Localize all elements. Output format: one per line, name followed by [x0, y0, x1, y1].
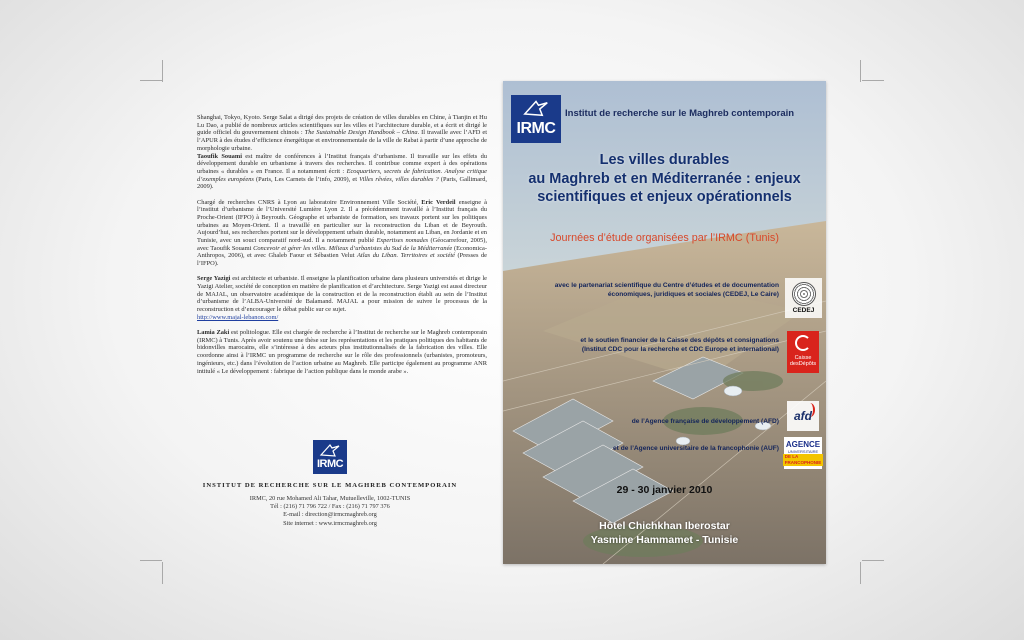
auf-logo-line: UNIVERSITAIRE [787, 448, 819, 454]
publication-title: Ecoquartiers, secrets de fabrication. Analyse critique d’exemples européens [197, 167, 487, 183]
cover-subtitle: Journées d’étude organisées par l’IRMC (Tunis) [550, 232, 779, 244]
publication-title: Concevoir et gérer les villes. Milieux d’urbanistes du Sud de la Méditerranée [253, 244, 453, 252]
partner-cdc-text [509, 337, 779, 354]
cedej-seal-icon [792, 282, 816, 306]
title-line: scientifiques et enjeux opérationnels [537, 189, 792, 205]
cdc-logo-line: desDépôts [789, 361, 817, 367]
bio-text-segment: enseigne à l’institut d’urbanisme de l’Université Lumière Lyon 2. Il a précédemment travaillé à l’Institut français du Proche-Orient (IFPO) à Beyrouth. Géographe et urbaniste de formation, ses travaux portent sur les politiques urbaines au Moyen-Orient. Il a travaillé en particulier sur la reconstruction du Liban et de Beyrouth. Aujourd’hui, ses recherches portent sur le développement urbain durable, notamment au Liban, en Jordanie et en Tunisie, avec un souci comparatif nord-sud. Il a notamment publié [197, 198, 487, 245]
bio-paragraph [197, 199, 487, 268]
bio-paragraph [197, 275, 487, 321]
majal-link[interactable]: http://www.majal-lebanon.com/ [197, 313, 279, 321]
crop-mark [860, 60, 861, 82]
partner-line: avec le partenariat scientifique du Centre d’études et de documentation [554, 282, 779, 289]
cedej-logo [785, 278, 822, 318]
bio-text-segment: (Paris, Les Carnets de l’info, 2009), et [253, 175, 360, 183]
auf-logo [784, 437, 822, 469]
publication-title: The Sustainable Design Handbook – China [304, 129, 418, 137]
crop-mark [862, 80, 884, 81]
venue-line: Yasmine Hammamet - Tunisie [590, 534, 739, 546]
bio-text-segment: est maître de conférences à l’Institut français d’urbanisme. Il travaille sur les effets du développement durable en urbanisme à travers des recherches. Il contribue comme expert à des opérations urbaines « durables » en France. Il a notamment écrit : [197, 152, 487, 175]
partner-line: (Institut CDC pour la recherche et CDC Europe et international) [581, 345, 779, 353]
bio-paragraph [197, 114, 487, 191]
speaker-name: Serge Yazigi [197, 275, 231, 283]
cedej-logo-text: CEDEJ [792, 307, 815, 314]
auf-logo-line: AGENCE [785, 439, 821, 449]
bio-text-segment: (Géocarrefour, 2005), avec Taoufik Souami [197, 237, 487, 252]
bio-text-segment: Chargé de recherches CNRS à Lyon au laboratoire Environnement Ville Société, [197, 198, 422, 206]
bio-text-segment: est architecte et urbaniste. Il enseigne la planification urbaine dans plusieurs universités et dirige le Yazigi Atelier, société de conception en matière de planification et d’architecture. Serge Yazigi est aussi directeur de MAJAL, un observatoire académique de la construction et de la reconstruction établi au sein de l’Institut d’urbanisme de l’ALBA-Université de Balamand. MAJAL a pour mission de suivre le processus de la reconstruction et d’encourager le débat public sur ce sujet. [197, 275, 487, 314]
cdc-logo [787, 331, 819, 373]
bio-text-segment: est politologue. Elle est chargée de recherche à l’Institut de recherche sur le Maghreb contemporain (IRMC) à Tunis. Après avoir soutenu une thèse sur les représentations et les pratiques politiques des habitants de bidonvilles marocains, elle s’intéresse à des acteurs plus institutionnalisés de la fabrication des villes. Elle coordonne ainsi à l’IRMC un programme de recherche sur le rôle des professionnels (urbanistes, promoteurs, ingénieurs, etc.) dans l’évolution de l’action urbaine au Maghreb. Elle participe également au programme ANR intitulé « Le développement : fabrique de l’action publique dans le monde arabe ». [197, 329, 487, 375]
cdc-swirl-icon [795, 335, 811, 351]
institute-name: INSTITUT DE RECHERCHE SUR LE MAGHREB CONTEMPORAIN [202, 482, 458, 489]
afd-logo [787, 401, 819, 431]
crop-mark [162, 60, 163, 82]
speaker-name: Lamia Zaki [197, 329, 230, 337]
irmc-logo [313, 440, 347, 474]
speaker-bios [197, 114, 487, 383]
crop-mark [860, 562, 861, 584]
speaker-name: Taoufik Souami [197, 152, 242, 160]
event-dates: 29 - 30 janvier 2010 [616, 484, 713, 496]
partner-line: économiques, juridiques et sociales (CEDEJ, Le Caire) [607, 290, 779, 298]
contact-block [160, 495, 500, 528]
crop-mark [862, 560, 884, 561]
address-line: IRMC, 20 rue Mohamed Ali Tahar, Mutuelleville, 1002-TUNIS [249, 495, 411, 502]
cover-title [503, 151, 826, 207]
phone-line: Tél : (216) 71 796 722 / Fax : (216) 71 797 376 [270, 503, 390, 511]
irmc-bird-icon [520, 99, 552, 119]
bio-text-segment: . Il travaille avec l’AFD et l’APUR à des études d’efficience énergétique et environnementale de la ville de Rabat à partir d’une approche de morphologie urbaine. [197, 129, 487, 152]
cdc-logo-text [790, 355, 816, 367]
crop-mark [140, 80, 162, 81]
crop-mark [162, 562, 163, 584]
crop-mark [140, 560, 162, 561]
irmc-bird-icon [318, 443, 342, 459]
back-page [160, 90, 490, 560]
event-venue [503, 519, 826, 547]
partner-line: et le soutien financier de la Caisse des dépôts et consignations [580, 337, 779, 344]
publication-title: Expertises nomades [376, 237, 429, 245]
partner-auf-text: et de l’Agence universitaire de la francophonie (AUF) [613, 445, 779, 452]
website-line: Site internet : www.irmcmaghreb.org [283, 519, 377, 527]
publication-title: Villes rêvées, villes durables ? [359, 175, 439, 183]
partner-afd-text: de l’Agence française de développement (AFD) [631, 418, 779, 425]
publication-title: Atlas du Liban. Territoires et société [357, 252, 455, 260]
cover-institute-name: Institut de recherche sur le Maghreb contemporain [565, 108, 795, 119]
brochure-cover [503, 81, 826, 564]
bio-text-segment: (Presses de l’IFPO). [197, 252, 488, 268]
irmc-logo-text: IRMC [316, 458, 344, 470]
speaker-name: Eric Verdeil [421, 198, 456, 206]
afd-arc-icon [805, 403, 815, 417]
auf-logo-line: DE LA FRANCOPHONIE [784, 453, 822, 465]
title-line: au Maghreb et en Méditerranée : enjeux [528, 170, 801, 187]
title-line: Les villes durables [599, 152, 730, 168]
bio-text-segment: (Paris, Gallimard, 2009). [197, 175, 488, 191]
partner-cedej-text [509, 282, 779, 299]
bio-text-segment: Shanghai, Tokyo, Kyoto. Serge Salat a dirigé des projets de création de villes durables en Chine, à Tianjin et Hu Lu Dao, a publié de nombreux articles scientifiques sur les villes et l’architecture durable, et a écrit et dirigé le guide officiel du gouvernement chinois : [197, 114, 487, 137]
email-line: E-mail : direction@irmcmaghreb.org [283, 511, 377, 519]
bio-text-segment: (Economica-Anthropos, 2006), et avec Ghaleb Faour et Sébastien Velut [197, 244, 488, 260]
bio-paragraph [197, 329, 487, 375]
irmc-cover-logo [511, 95, 561, 143]
irmc-logo-text: IRMC [516, 120, 556, 137]
afd-logo-text: afd [794, 409, 812, 423]
cdc-logo-line: Caisse [794, 355, 812, 361]
venue-line: Hôtel Chichkhan Iberostar [599, 520, 730, 532]
